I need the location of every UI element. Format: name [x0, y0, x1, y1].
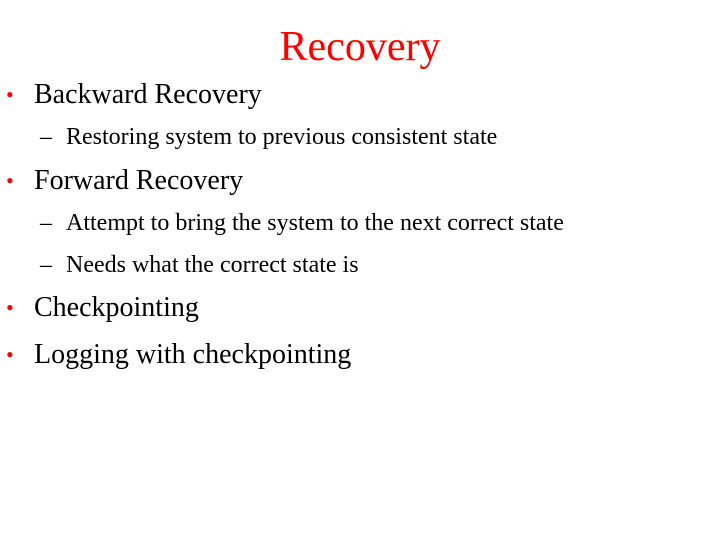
sub-bullet-marker: –	[40, 252, 52, 278]
bullet-marker: •	[6, 168, 14, 193]
sub-bullet-text: Restoring system to previous consistent state	[66, 124, 498, 150]
slide-title: Recovery	[279, 24, 441, 70]
bullet-text: Logging with checkpointing	[34, 339, 352, 370]
bullet-item-checkpointing	[0, 291, 720, 325]
bullet-text: Forward Recovery	[34, 165, 244, 196]
sub-bullet-marker: –	[40, 210, 52, 236]
bullet-marker: •	[6, 82, 14, 107]
bullet-marker: •	[6, 295, 14, 320]
sub-bullet-marker: –	[40, 124, 52, 150]
bullet-item-logging-with-checkpointing	[0, 338, 720, 372]
bullet-marker: •	[6, 342, 14, 367]
sub-bullet-item	[0, 208, 720, 238]
sub-bullet-item	[0, 122, 720, 152]
sub-bullet-text: Attempt to bring the system to the next correct state	[66, 210, 564, 236]
sub-bullet-text: Needs what the correct state is	[66, 252, 359, 278]
sub-bullet-item	[0, 250, 720, 280]
bullet-item-forward-recovery	[0, 164, 720, 198]
bullet-text: Checkpointing	[34, 292, 199, 323]
bullet-text: Backward Recovery	[34, 79, 262, 110]
bullet-item-backward-recovery	[0, 78, 720, 112]
